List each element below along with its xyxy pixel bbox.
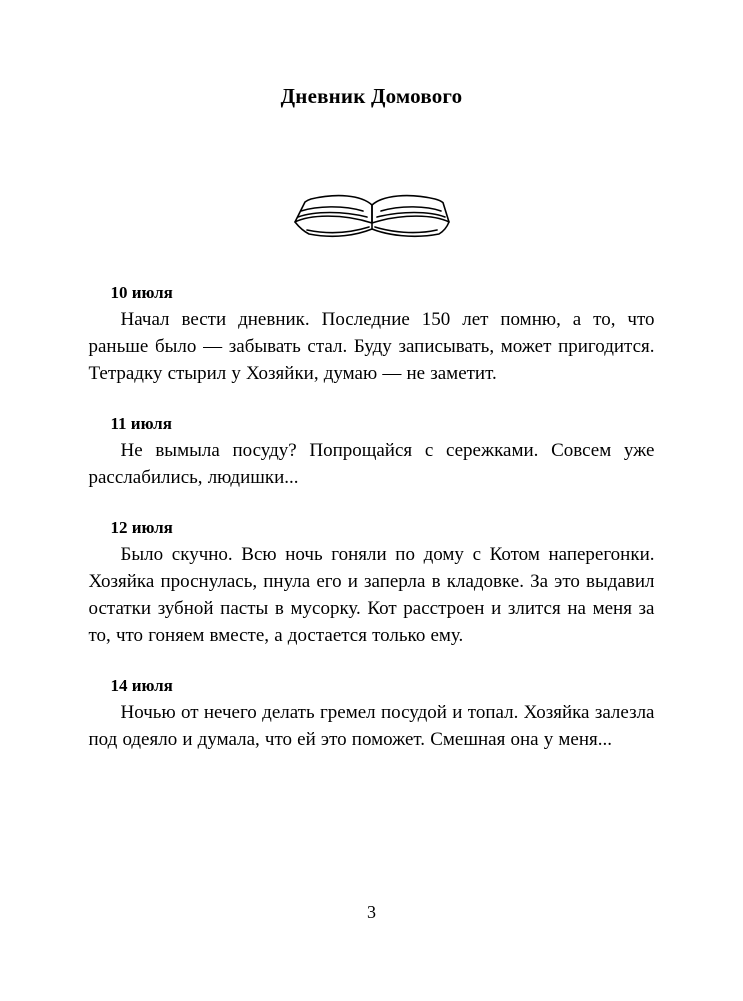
diary-entries	[89, 255, 655, 754]
open-book-icon	[0, 189, 743, 245]
entry-text: Ночью от нечего делать гремел посудой и топал. Хозяйка залезла под одеяло и думала, что ей это поможет. Смешная она у меня...	[88, 701, 655, 750]
page-number: 3	[367, 902, 376, 922]
list-item	[89, 676, 655, 754]
entry-date: 10 июля	[110, 283, 173, 302]
entry-text: Не вымыла посуду? Попрощайся с сережками. Совсем уже расслабились, людишки...	[88, 439, 655, 488]
entry-text: Было скучно. Всю ночь гоняли по дому с Котом наперегонки. Хозяйка проснулась, пнула его и заперла в кладовке. За это выдавил остатки зубной пасты в мусорку. Кот расстроен и злится на меня за то, что гоняем вместе, а достается только ему.	[88, 543, 655, 646]
entry-date: 12 июля	[110, 517, 173, 537]
page-title: Дневник Домового	[280, 84, 463, 108]
entry-date: 14 июля	[110, 675, 173, 695]
entry-text: Начал вести дневник. Последние 150 лет помню, а то, что раньше было — забывать стал. Буду записывать, может пригодится. Тетрадку стырил у Хозяйки, думаю — не заметит.	[88, 309, 655, 384]
list-item	[89, 414, 655, 492]
list-item	[89, 518, 655, 650]
entry-date: 11 июля	[110, 413, 172, 433]
list-item	[89, 283, 655, 388]
